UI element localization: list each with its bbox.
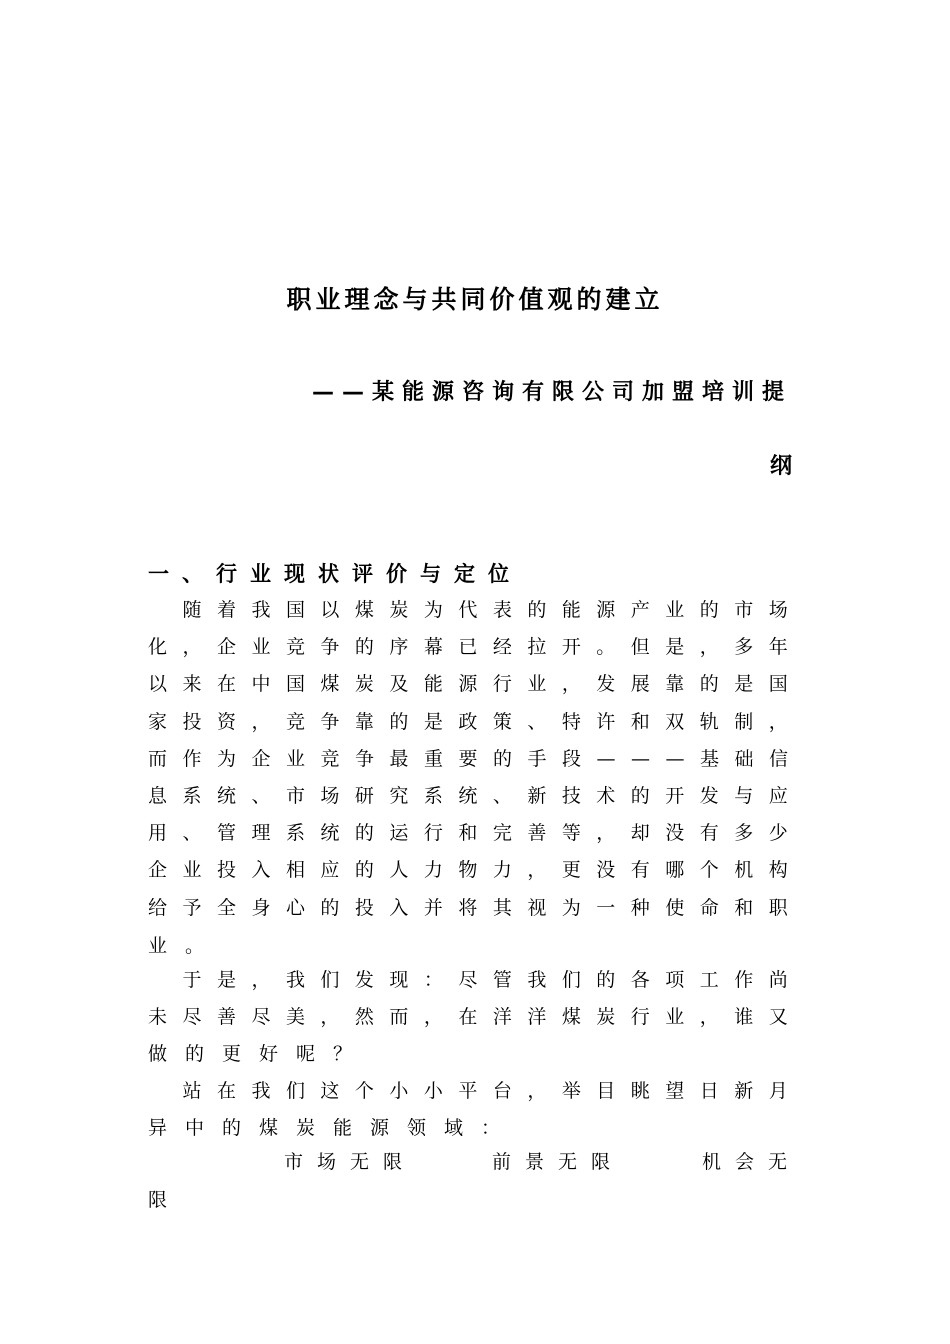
- p1-line: 而 作 为 企 业 竞 争 最 重 要 的 手 段 — — — 基 础 信: [148, 747, 788, 770]
- paragraph-2-last-line: 做的更好呢？: [148, 1043, 371, 1065]
- paragraph-1-last-line: 业。: [148, 935, 223, 957]
- p1-line: 息 系 统 、 市 场 研 究 系 统 、 新 技 术 的 开 发 与 应: [148, 785, 788, 807]
- slogan-market: 市场无限: [284, 1151, 417, 1173]
- p1-line: 用 、 管 理 系 统 的 运 行 和 完 善 等 ， 却 没 有 多 少: [148, 822, 788, 845]
- p2-line: 未 尽 善 尽 美 ， 然 而 ， 在 洋 洋 煤 炭 行 业 ， 谁 又: [148, 1006, 788, 1028]
- document-subtitle: ——某能源咨询有限公司加盟培训提: [311, 380, 792, 405]
- document-title: 职业理念与共同价值观的建立: [286, 285, 664, 314]
- p2-line: 于 是 ， 我 们 发 现 ： 尽 管 我 们 的 各 项 工 作 尚: [182, 969, 788, 991]
- slogan-prospect: 前景无限: [492, 1151, 625, 1173]
- p3-line: 站 在 我 们 这 个 小 小 平 台 ， 举 目 眺 望 日 新 月: [182, 1080, 788, 1102]
- p1-line: 以 来 在 中 国 煤 炭 及 能 源 行 业 ， 发 展 靠 的 是 国: [148, 673, 788, 696]
- p1-line: 随 着 我 国 以 煤 炭 为 代 表 的 能 源 产 业 的 市 场: [182, 599, 788, 621]
- p1-line: 家 投 资 ， 竞 争 靠 的 是 政 策 、 特 许 和 双 轨 制 ，: [148, 710, 788, 733]
- section-heading: 一、行业现状评价与定位: [148, 562, 522, 586]
- slogan-opportunity: 机会无: [702, 1151, 802, 1173]
- p1-line: 企 业 投 入 相 应 的 人 力 物 力 ， 更 没 有 哪 个 机 构: [148, 859, 788, 882]
- slogan-last-char: 限: [148, 1189, 186, 1211]
- document-subtitle-continued: 纲: [769, 454, 792, 479]
- p1-line: 给 予 全 身 心 的 投 入 并 将 其 视 为 一 种 使 命 和 职: [148, 896, 788, 919]
- p1-line: 化 ， 企 业 竞 争 的 序 幕 已 经 拉 开 。 但 是 ， 多 年: [148, 636, 788, 659]
- paragraph-3-last-line: 异中的煤炭能源领域：: [148, 1117, 519, 1139]
